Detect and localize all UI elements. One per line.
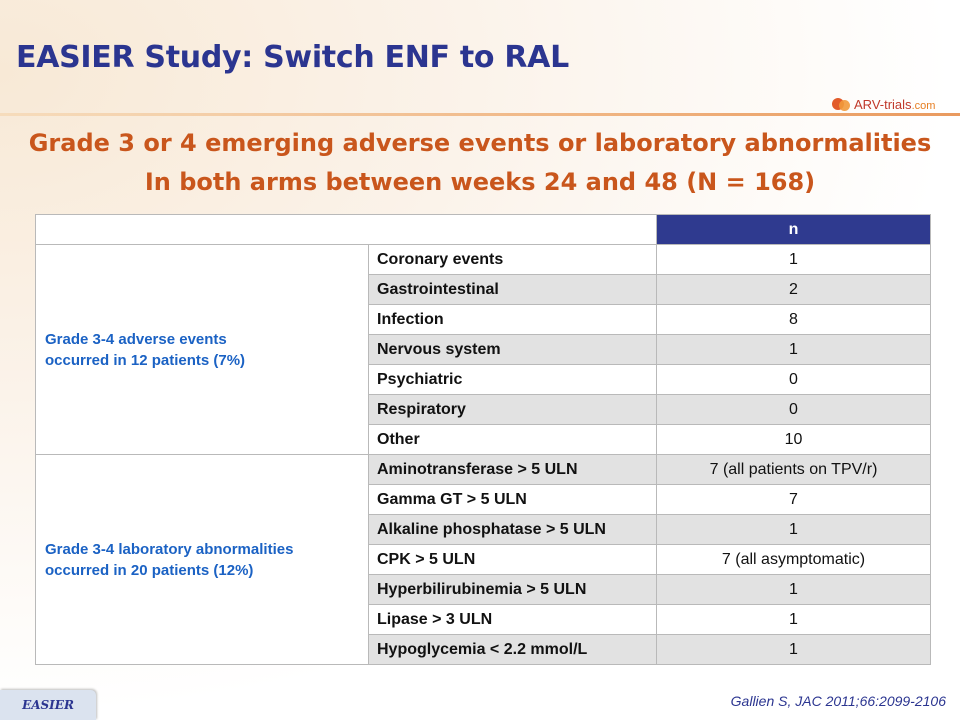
value-cell: 1 [657,605,931,635]
category-cell: Other [369,425,657,455]
slide-header [0,0,960,100]
header-divider [0,113,960,116]
value-cell: 7 [657,485,931,515]
category-cell: Nervous system [369,335,657,365]
adverse-events-table [35,214,931,665]
category-cell: Respiratory [369,395,657,425]
value-cell: 10 [657,425,931,455]
study-tab [0,690,96,720]
value-cell: 1 [657,515,931,545]
value-cell: 7 (all asymptomatic) [657,545,931,575]
logo-suffix: .com [911,99,936,112]
category-cell: CPK > 5 ULN [369,545,657,575]
value-cell: 8 [657,305,931,335]
table-row [36,245,931,275]
slide-title: EASIER Study: Switch ENF to RAL [16,40,569,75]
value-cell: 1 [657,335,931,365]
value-cell: 0 [657,395,931,425]
category-cell: Infection [369,305,657,335]
category-cell: Gastrointestinal [369,275,657,305]
category-cell: Gamma GT > 5 ULN [369,485,657,515]
table-row [36,455,931,485]
arv-trials-logo [832,94,935,114]
logo-name: ARV-trials [854,96,912,112]
value-cell: 1 [657,575,931,605]
category-cell: Coronary events [369,245,657,275]
value-cell: 2 [657,275,931,305]
study-tab-label: EASIER [22,698,74,712]
header-n-cell: n [657,215,931,245]
value-cell: 1 [657,245,931,275]
group-label-adverse-events: Grade 3-4 adverse events occurred in 12 patients (7%) [36,245,369,455]
category-cell: Alkaline phosphatase > 5 ULN [369,515,657,545]
value-cell: 0 [657,365,931,395]
group-label-lab-abnormalities: Grade 3-4 laboratory abnormalities occurred in 20 patients (12%) [36,455,369,665]
citation: Gallien S, JAC 2011;66:2099-2106 [730,693,946,709]
category-cell: Hyperbilirubinemia > 5 ULN [369,575,657,605]
header-blank-cell [36,215,657,245]
subtitle-line-1: Grade 3 or 4 emerging adverse events or laboratory abnormalities [28,129,932,157]
value-cell: 7 (all patients on TPV/r) [657,455,931,485]
value-cell: 1 [657,635,931,665]
table-header-row [36,215,931,245]
category-cell: Lipase > 3 ULN [369,605,657,635]
category-cell: Hypoglycemia < 2.2 mmol/L [369,635,657,665]
slide-subtitle [0,124,960,202]
arv-trials-logo-icon [832,97,852,111]
subtitle-line-2: In both arms between weeks 24 and 48 (N = 168) [144,168,816,196]
category-cell: Aminotransferase > 5 ULN [369,455,657,485]
category-cell: Psychiatric [369,365,657,395]
